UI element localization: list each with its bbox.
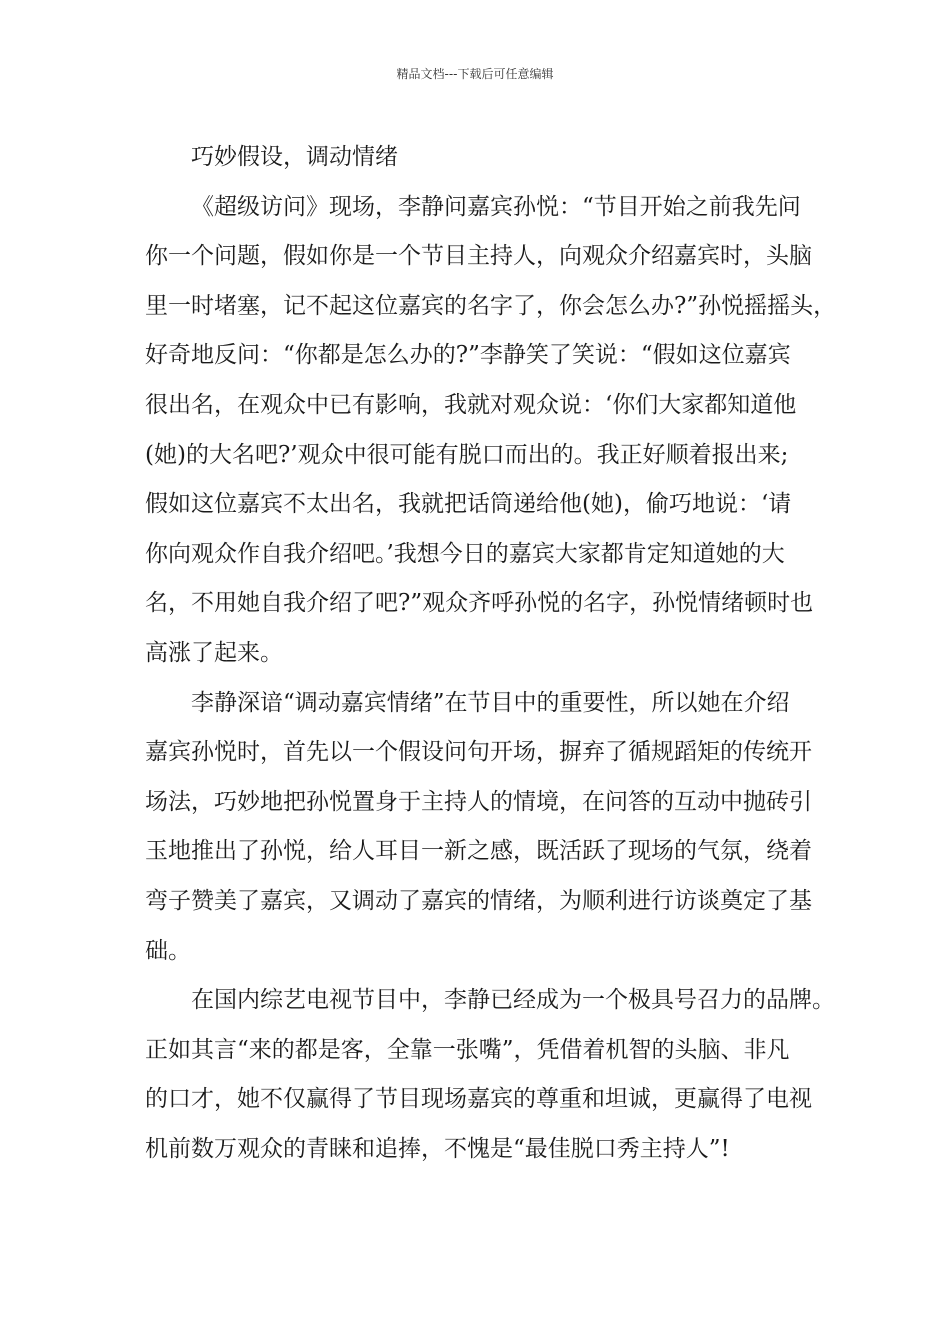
text-line: 机前数万观众的青睐和追捧，不愧是“最佳脱口秀主持人”! — [145, 1135, 730, 1162]
paragraph-2 — [145, 679, 845, 729]
text-line: 础。 — [145, 937, 191, 964]
text-line: 高涨了起来。 — [145, 639, 283, 666]
paragraph-2-continued — [145, 728, 845, 976]
paragraph-1 — [145, 183, 845, 233]
text-line: 巧妙假设，调动情绪 — [191, 144, 398, 170]
text-line: 场法，巧妙地把孙悦置身于主持人的情境，在问答的互动中抛砖引 — [145, 788, 812, 815]
text-line: 嘉宾孙悦时，首先以一个假设问句开场，摒弃了循规蹈矩的传统开 — [145, 739, 812, 766]
text-line: 你向观众作自我介绍吧。’我想今日的嘉宾大家都肯定知道她的大 — [145, 540, 785, 567]
text-line: 《超级访问》现场，李静问嘉宾孙悦：“节目开始之前我先问 — [191, 193, 801, 220]
text-line: 正如其言“来的都是客，全靠一张嘴”，凭借着机智的头脑、非凡 — [145, 1036, 790, 1063]
text-line: 名，不用她自我介绍了吧?”观众齐呼孙悦的名字，孙悦情绪顿时也 — [145, 590, 814, 617]
text-line: 你一个问题，假如你是一个节目主持人，向观众介绍嘉宾时，头脑 — [145, 243, 812, 270]
document-body — [145, 133, 845, 1174]
text-line: 玉地推出了孙悦，给人耳目一新之感，既活跃了现场的气氛，绕着 — [145, 838, 812, 865]
paragraph-1-continued — [145, 232, 845, 678]
paragraph-3-continued — [145, 1026, 845, 1175]
text-line: 在国内综艺电视节目中，李静已经成为一个极具号召力的品牌。 — [191, 987, 835, 1014]
text-line: 假如这位嘉宾不太出名，我就把话筒递给他(她)，偷巧地说：‘请 — [145, 491, 792, 518]
text-line: 弯子赞美了嘉宾，又调动了嘉宾的情绪，为顺利进行访谈奠定了基 — [145, 887, 812, 914]
text-line: (她)的大名吧?’观众中很可能有脱口而出的。我正好顺着报出来; — [145, 441, 789, 468]
text-line: 好奇地反问：“你都是怎么办的?”李静笑了笑说：“假如这位嘉宾 — [145, 342, 791, 369]
text-line: 李静深谙“调动嘉宾情绪”在节目中的重要性，所以她在介绍 — [191, 689, 790, 716]
paragraph-3 — [145, 976, 845, 1026]
text-line: 的口才，她不仅赢得了节目现场嘉宾的尊重和坦诚，更赢得了电视 — [145, 1086, 812, 1113]
page-header: 精品文档---下载后可任意编辑 — [396, 67, 554, 81]
text-line: 很出名，在观众中已有影响，我就对观众说：‘你们大家都知道他 — [145, 391, 797, 418]
text-line: 里一时堵塞，记不起这位嘉宾的名字了，你会怎么办?”孙悦摇摇头， — [145, 292, 837, 319]
section-heading — [145, 133, 845, 183]
